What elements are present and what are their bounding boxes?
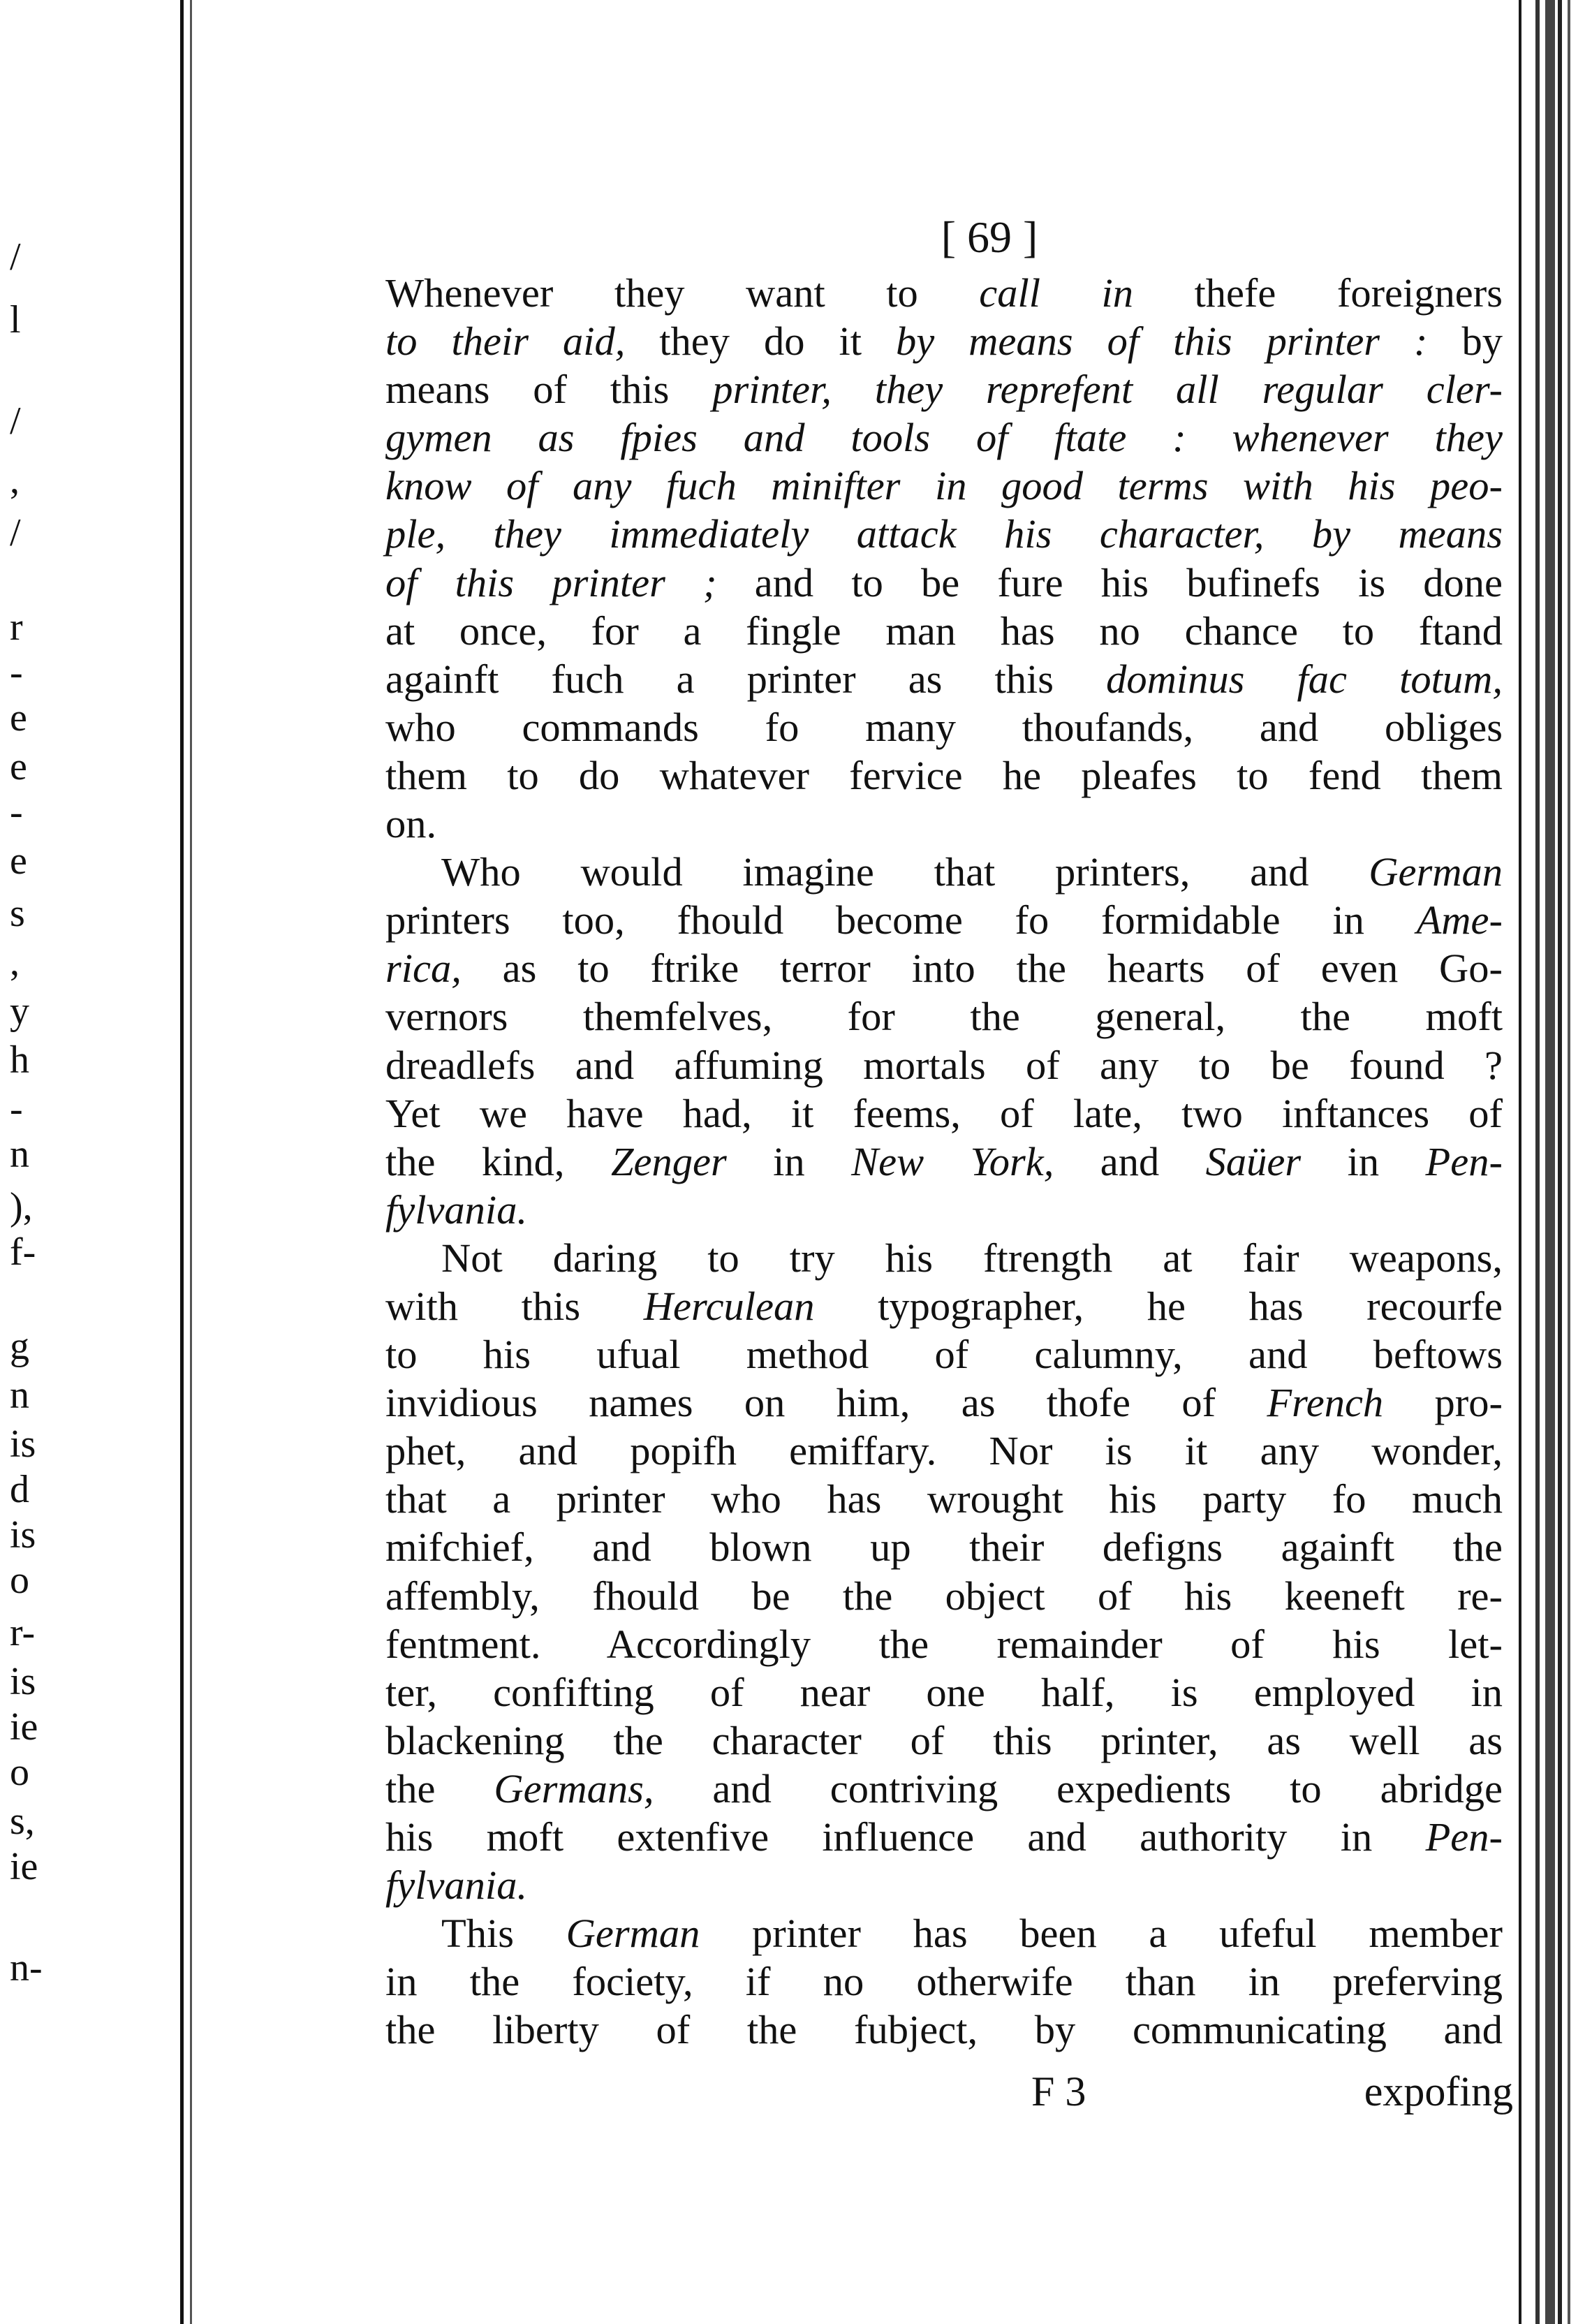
edge-line: [1558, 0, 1562, 2324]
gutter-shadow-line: [180, 0, 184, 2324]
text-line: Who would imagine that printers, and German: [441, 849, 1503, 895]
left-page-fragment-char: ),: [10, 1185, 33, 1228]
left-page-fragment-char: o: [10, 1751, 29, 1794]
text-line: fylvania.: [385, 1862, 528, 1909]
left-page-fragment-char: -: [10, 790, 23, 834]
edge-line: [1568, 0, 1570, 2324]
text-line: vernors themfelves, for the general, the moft: [385, 994, 1503, 1040]
text-line: the kind, Zenger in New York, and Saüer in Pen-: [385, 1138, 1503, 1184]
text-line: gymen as fpies and tools of ftate : whenever they: [385, 415, 1503, 461]
catchword: expofing: [1364, 2068, 1513, 2115]
left-page-fragment-char: ie: [10, 1705, 38, 1749]
left-page-fragment-char: e: [10, 839, 27, 883]
text-line: of this printer ; and to be fure his bufinefs is done: [385, 559, 1503, 605]
text-line: to their aid, they do it by means of this printer : by: [385, 318, 1503, 365]
left-page-fragment-char: ,: [10, 941, 20, 984]
page-number: [ 69 ]: [941, 212, 1038, 262]
text-line: againft fuch a printer as this dominus fac totum,: [385, 656, 1503, 702]
text-line: invidious names on him, as thofe of French pro-: [385, 1380, 1503, 1426]
text-line: printers too, fhould become fo formidable in Ame-: [385, 897, 1503, 943]
left-page-fragment-char: s: [10, 892, 25, 935]
text-line: means of this printer, they reprefent all regular cler-: [385, 367, 1503, 413]
left-page-fragment-char: is: [10, 1513, 36, 1557]
edge-line: [1545, 0, 1555, 2324]
left-page-fragment-char: ie: [10, 1845, 38, 1888]
text-line: Not daring to try his ftrength at fair weapons,: [441, 1235, 1503, 1281]
left-page-fragment-char: e: [10, 696, 27, 740]
left-page-fragment-char: /: [10, 399, 21, 443]
main-page: [197, 0, 1513, 2324]
left-page-fragment-char: n: [10, 1133, 29, 1176]
left-page-fragment-char: /: [10, 511, 21, 554]
text-line: the liberty of the fubject, by communicating and: [385, 2007, 1503, 2053]
edge-line: [1519, 0, 1521, 2324]
text-line: blackening the character of this printer, as well as: [385, 1717, 1503, 1763]
left-page-fragment-char: d: [10, 1468, 29, 1511]
left-page-fragment-char: h: [10, 1038, 29, 1082]
text-line: mifchief, and blown up their defigns againft the: [385, 1524, 1503, 1571]
text-line: ter, confifting of near one half, is employed in: [385, 1669, 1503, 1715]
text-line: fentment. Accordingly the remainder of his let-: [385, 1621, 1503, 1667]
text-line: affembly, fhould be the object of his keeneft re-: [385, 1573, 1503, 1619]
text-line: them to do whatever fervice he pleafes to fend them: [385, 752, 1503, 798]
left-page-fragment-char: l: [10, 298, 21, 341]
left-page-fragment-char: is: [10, 1422, 36, 1466]
left-page-fragment-char: r: [10, 605, 23, 649]
left-page-fragment-char: g: [10, 1325, 29, 1368]
left-page-fragment-char: -: [10, 1087, 23, 1131]
left-page-fragment-char: n: [10, 1374, 29, 1417]
signature-mark: F 3: [1031, 2068, 1086, 2115]
text-line: Whenever they want to call in thefe foreigners: [385, 270, 1503, 316]
left-page-fragment-char: ,: [10, 459, 20, 502]
text-line: that a printer who has wrought his party fo much: [385, 1476, 1503, 1522]
text-line: This German printer has been a ufeful member: [441, 1911, 1503, 1957]
book-edge: [1519, 0, 1592, 2324]
text-line: Yet we have had, it feems, of late, two inftances of: [385, 1090, 1503, 1136]
text-line: at once, for a fingle man has no chance to ftand: [385, 608, 1503, 654]
page-footer: [385, 2064, 1513, 2119]
text-line: phet, and popifh emiffary. Nor is it any wonder,: [385, 1428, 1503, 1474]
left-page-fragment-char: o: [10, 1559, 29, 1602]
left-page-fragment-char: s,: [10, 1800, 35, 1843]
left-page-fragment-char: is: [10, 1660, 36, 1703]
text-line: rica, as to ftrike terror into the hearts of even Go-: [385, 946, 1503, 992]
text-line: the Germans, and contriving expedients to abridge: [385, 1765, 1503, 1811]
text-line: fylvania.: [385, 1186, 528, 1233]
text-line: who commands fo many thoufands, and obliges: [385, 704, 1503, 750]
text-line: know of any fuch minifter in good terms with his peo-: [385, 463, 1503, 509]
left-page-clipped-text: [0, 0, 180, 2324]
left-facing-page-fragment: [0, 0, 180, 2324]
text-line: in the fociety, if no otherwife than in preferving: [385, 1959, 1503, 2005]
left-page-fragment-char: -: [10, 651, 23, 694]
text-line: his moft extenfive influence and authority in Pen-: [385, 1814, 1503, 1860]
text-line: with this Herculean typographer, he has recourfe: [385, 1283, 1503, 1329]
body-text: [385, 269, 1503, 2054]
left-page-fragment-char: e: [10, 745, 27, 788]
left-page-fragment-char: n-: [10, 1946, 43, 1990]
text-line: on.: [385, 801, 437, 847]
left-page-fragment-char: y: [10, 990, 29, 1033]
text-line: dreadlefs and affuming mortals of any to be found ?: [385, 1042, 1503, 1088]
left-page-fragment-char: f-: [10, 1230, 36, 1274]
text-line: to his ufual method of calumny, and beftows: [385, 1332, 1503, 1378]
gutter-inner-line: [190, 0, 192, 2324]
left-page-fragment-char: /: [10, 235, 21, 279]
edge-line: [1535, 0, 1540, 2324]
text-line: ple, they immediately attack his character, by means: [385, 511, 1503, 557]
left-page-fragment-char: r-: [10, 1611, 36, 1654]
